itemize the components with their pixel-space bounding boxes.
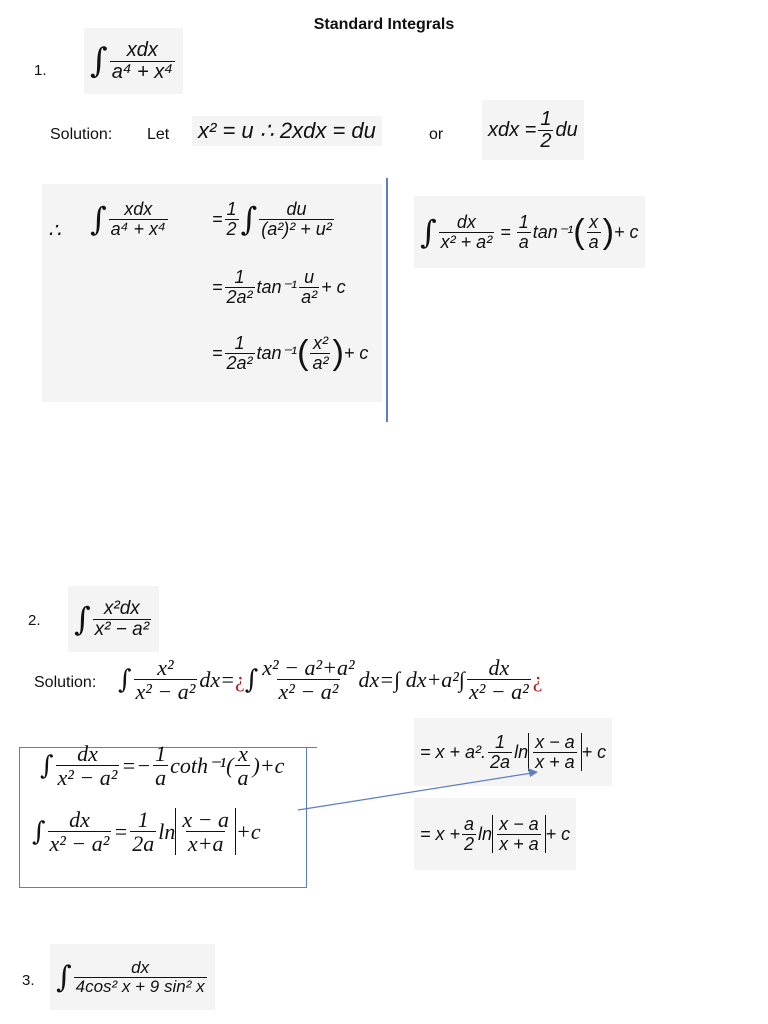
problem-2-number: 2. [28,612,41,629]
solution-label-1: Solution: [50,126,113,143]
substitution: x² = u ∴ 2xdx = du [192,116,382,146]
step-1: = $\frac{1}{2}$ ∫ $\frac{du}{\text{(a²)² + u²}}$ [212,199,332,239]
numerator: xdx [126,38,158,61]
box-formula-coth: ∫ $\frac{dx}{\text{x² − a²}}$ =− $\frac{1}{a}$ coth⁻¹( $\frac{x}{a}$ )+c [40,741,285,791]
therefore-symbol: ∴ [48,220,61,242]
or-label: or [429,126,444,143]
reference-formula-1: ∫ $\frac{dx}{\text{x² + a²}}$ = $\frac{1}{a}$ tan⁻¹ ( $\frac{x}{a}$ ) + c [414,196,645,268]
problem-3-integral: ∫ $\frac{dx}{\text{4cos² x + 9 sin² x}}$ [50,944,215,1010]
problem-2-solution-line: ∫ $\frac{\text{x²}}{\text{x² − a²}}$ dx= ¿ ∫ $\frac{\text{x² − a²+a²}}{\text{x² − a²}}$ dx= ∫ dx+a²∫ $\frac{dx}{\text{x² − a²}}$ ¿ [118,655,543,705]
integral-sign: ∫ [90,41,108,81]
alt-substitution: xdx = $\frac{1}{2}$ du [482,100,584,160]
let-label: Let [147,126,170,143]
box-formula-ln: ∫ $\frac{dx}{\text{x² − a²}}$ = $\frac{1}{2a}$ ln $\frac{x - a}{x+a}$ +c [32,807,261,857]
result-step-2: = x + $\frac{a}{2}$ ln $\frac{x - a}{x + a}$ + c [414,798,576,870]
page-title: Standard Integrals [313,16,455,33]
work-integral: ∫ $\frac{\text{xdx}}{\text{a⁴ + x⁴}}$ [90,199,166,239]
problem-1-number: 1. [34,62,47,79]
step-2: = $\frac{1}{\text{2a²}}$ tan⁻¹ $\frac{u}{\text{a²}}$ + c [212,267,346,307]
problem-2-integral: ∫ $\frac{\text{x²dx}}{\text{x² − a²}}$ [68,586,159,652]
solution-label-2: Solution: [34,674,97,691]
step-3: = $\frac{1}{\text{2a²}}$ tan⁻¹ ( $\frac{\text{x²}}{\text{a²}}$ ) + c [212,333,369,373]
result-step-1: = x + a². $\frac{1}{2a}$ ln $\frac{x - a}{x + a}$ + c [414,718,612,786]
problem-3-number: 3. [22,972,35,989]
denominator: a⁴ + x⁴ [111,60,173,83]
